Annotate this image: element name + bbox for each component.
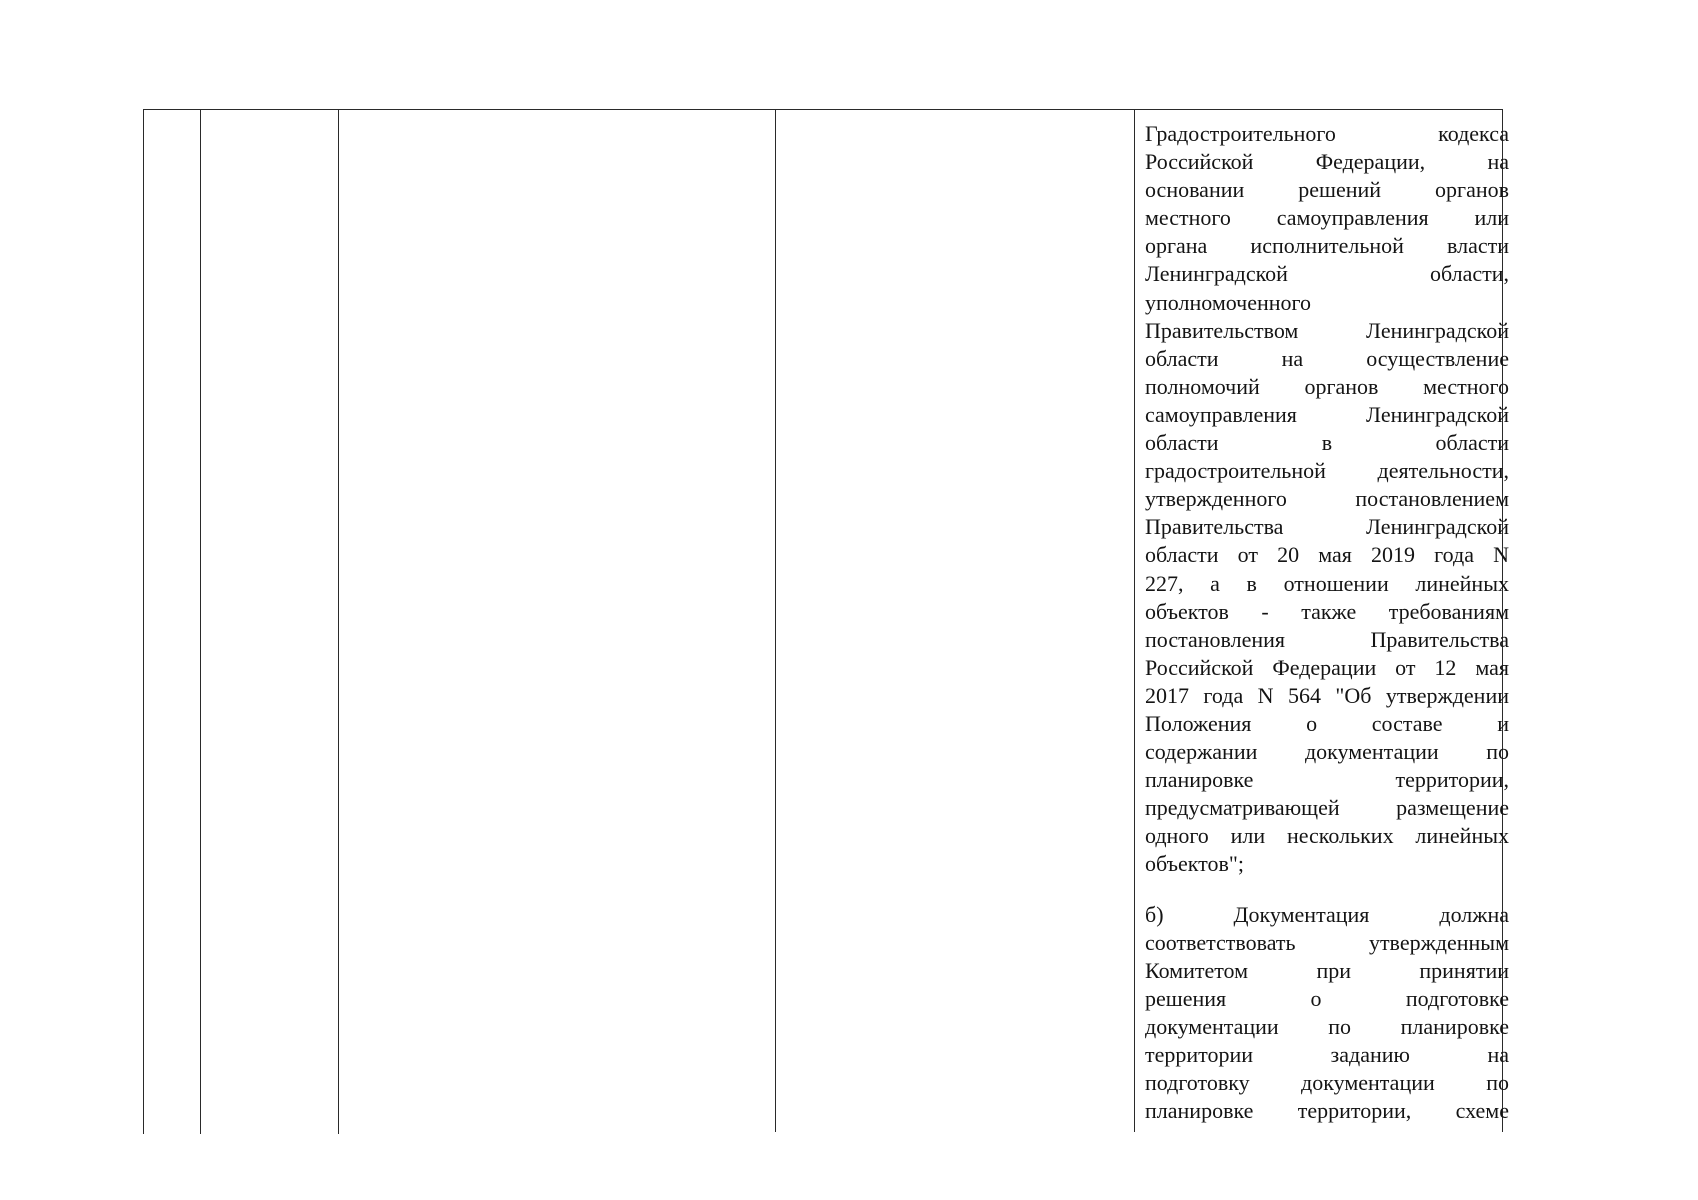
text-line: объектов - также требованиям [1145, 598, 1509, 624]
text-line: подготовку документации по [1145, 1070, 1509, 1096]
column-separator-1 [200, 109, 201, 1134]
text-line: планировке территории, схеме [1145, 1098, 1509, 1124]
text-line: Российской Федерации от 12 мая [1145, 654, 1509, 680]
table-top-border [143, 109, 1502, 110]
text-line: постановления Правительства [1145, 626, 1509, 652]
text-line: Российской Федерации, на [1145, 149, 1509, 175]
column-separator-2 [338, 109, 339, 1134]
column-separator-4 [1134, 109, 1135, 1132]
text-line: области на осуществление [1145, 345, 1509, 371]
text-line: Положения о составе и [1145, 710, 1509, 736]
text-line: полномочий органов местного [1145, 373, 1509, 399]
text-line: 227, а в отношении линейных [1145, 570, 1509, 596]
text-line: самоуправления Ленинградской [1145, 401, 1509, 427]
text-line: 2017 года N 564 "Об утверждении [1145, 682, 1509, 708]
paragraph-1 [1145, 120, 1509, 879]
paragraph-spacer [1145, 879, 1509, 901]
text-line: Правительством Ленинградской [1145, 317, 1509, 343]
text-line: территории заданию на [1145, 1042, 1509, 1067]
text-line: Правительства Ленинградской [1145, 514, 1509, 540]
text-line: градостроительной деятельности, [1145, 458, 1509, 484]
text-line: уполномоченного [1145, 289, 1312, 315]
text-line: предусматривающей размещение [1145, 795, 1509, 821]
text-line: содержании документации по [1145, 739, 1509, 765]
text-line: одного или нескольких линейных [1145, 823, 1509, 849]
table-left-border [143, 109, 144, 1134]
text-line: утвержденного постановлением [1145, 486, 1509, 512]
text-line: планировке территории, [1145, 767, 1509, 793]
text-line: б) Документация должна [1145, 901, 1509, 927]
text-line: Градостроительного кодекса [1145, 121, 1509, 146]
text-line: органа исполнительной власти [1145, 233, 1509, 259]
text-line: объектов"; [1145, 851, 1244, 877]
text-line: области в области [1145, 430, 1509, 456]
text-line: соответствовать утвержденным [1145, 929, 1509, 955]
paragraph-2 [1145, 901, 1509, 1126]
text-line: документации по планировке [1145, 1013, 1509, 1039]
text-line: основании решений органов [1145, 177, 1509, 203]
text-line: области от 20 мая 2019 года N [1145, 542, 1509, 568]
table-cell-text [1145, 120, 1509, 1125]
column-separator-3 [775, 109, 776, 1132]
text-line: Комитетом при принятии [1145, 957, 1509, 983]
text-line: решения о подготовке [1145, 985, 1509, 1011]
text-line: местного самоуправления или [1145, 205, 1509, 231]
text-line: Ленинградской области, [1145, 261, 1509, 287]
